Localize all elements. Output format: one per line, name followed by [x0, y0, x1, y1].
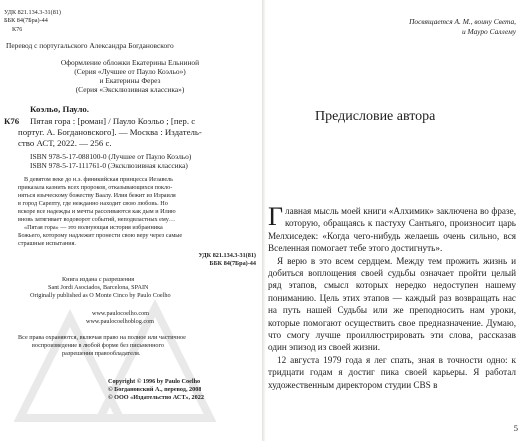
copyright-line: © ООО «Издательство АСТ», 2022	[108, 394, 204, 401]
copyright-line: Copyright © 1996 by Paulo Coelho	[108, 378, 201, 385]
annotation-line: в город Сарепту, где нежданно находит свою любовь. Но	[18, 200, 168, 207]
website-link[interactable]: www.paulocoelho.com	[92, 310, 149, 317]
paragraph-1-text: лавная мысль моей книги «Алхимик» заключена во фразе, которую, обращаясь к пастуху Сантьяго, произносит царь Мелхиседек: «Когда чего-нибудь желаешь очень сильно, вся Вселенная помогает тебе этого достигнуть».	[268, 206, 516, 254]
dedication-line-1: Посвящается А. М., воину Света,	[409, 17, 516, 26]
isbn-line-1: ISBN 978-5-17-088100-0 (Лучшее от Пауло Коэльо)	[30, 152, 192, 161]
author-mark-top: К76	[12, 26, 23, 33]
blog-link[interactable]: www.paulocoelhoblog.com	[86, 318, 154, 325]
copyright-line: © Богдановский А., перевод, 2008	[108, 386, 202, 393]
legal-line: разрешения правообладателя.	[62, 350, 141, 357]
rights-line: Originally published as O Monte Cinco by Paulo Coelho	[30, 292, 171, 299]
catalog-line-2: португ. А. Богдановского]. — Москва : Издатель-	[18, 127, 202, 137]
left-page	[0, 0, 262, 441]
annotation-line: няться языческому божеству Ваалу. Илия бежит из Израиля	[18, 192, 176, 199]
annotation-line: «Пятая гора» — это волнующая история избранника	[24, 224, 163, 231]
rights-line: Sant Jordi Asociados, Barcelona, SPAIN	[48, 284, 149, 291]
annotation-line: вновь затягивает водоворот событий, неподвластных ему…	[18, 216, 176, 223]
legal-line: Все права охраняются, включая право на полное или частичное	[18, 334, 186, 341]
udk-top: УДК 821.134.3-31(81)	[4, 9, 61, 16]
right-page	[266, 0, 528, 441]
catalog-line-1: Пятая гора : [роман] / Пауло Коэльо ; [пер. с	[30, 116, 196, 126]
catalog-line-3: ство АСТ, 2022. — 256 с.	[18, 138, 112, 148]
paragraph-1	[268, 205, 516, 255]
annotation-line: вскоре все надежды и мечты рассеиваются как дым и Илию	[18, 208, 176, 215]
drop-cap: Г	[268, 205, 284, 231]
design-line-4: (Серия «Эксклюзивная классика»)	[75, 85, 185, 94]
bbk-top: ББК 84(7Бра)-44	[4, 17, 48, 24]
author-mark: К76	[4, 116, 20, 126]
design-line-2: (Серия «Лучшее от Пауло Коэльо»)	[74, 67, 186, 76]
legal-line: воспроизведение в любой форме без письменного	[32, 342, 165, 349]
paragraph-2: Я верю в это всем сердцем. Между тем прожить жизнь и добиться воплощения своей судьбы означает пройти целый ряд этапов, смысл которых нередко недоступен нашему пониманию. Цель этих этапов — каждый раз возвращать нас на путь нашей Судьбы или же преподносить нам уроки, которые помогают осуществить свое предназначение. Думаю, что смогу лучше проиллюстрировать эти слова, рассказав один эпизод из своей жизни.	[268, 255, 516, 353]
translator-line: Перевод с португальского Александра Богдановского	[6, 41, 174, 50]
rights-line: Книга издана с разрешения	[62, 276, 135, 283]
chapter-heading: Предисловие автора	[315, 109, 436, 124]
dedication-line-2: и Мауро Саллему	[461, 27, 516, 36]
paragraph-3: 12 августа 1979 года я лег спать, зная в точности одно: к тридцати годам я достиг пика своей карьеры. Я работал художественным директором студии CBS в	[268, 354, 516, 390]
design-line-3: и Екатерины Ферез	[99, 76, 161, 85]
isbn-line-2: ISBN 978-5-17-111761-0 (Эксклюзивная классика)	[30, 161, 188, 170]
annotation-line: страшные испытания.	[18, 240, 76, 247]
annotation-line: приказала казнить всех пророков, отказывающихся покло-	[18, 184, 173, 191]
bbk-bottom: ББК 84(7Бра)-44	[209, 260, 256, 267]
page-number: 5	[513, 423, 518, 433]
udk-bottom: УДК 821.134.3-31(81)	[198, 252, 256, 259]
annotation-line: Божьего, которому надлежит пронести свою веру через самые	[18, 232, 183, 239]
author-name: Коэльо, Пауло.	[30, 104, 89, 114]
preface-text	[268, 205, 516, 391]
design-line-1: Оформление обложки Екатерины Ельниной	[60, 58, 200, 67]
annotation-line: В девятом веке до н.э. финикийская принцесса Иезавель	[24, 176, 173, 183]
